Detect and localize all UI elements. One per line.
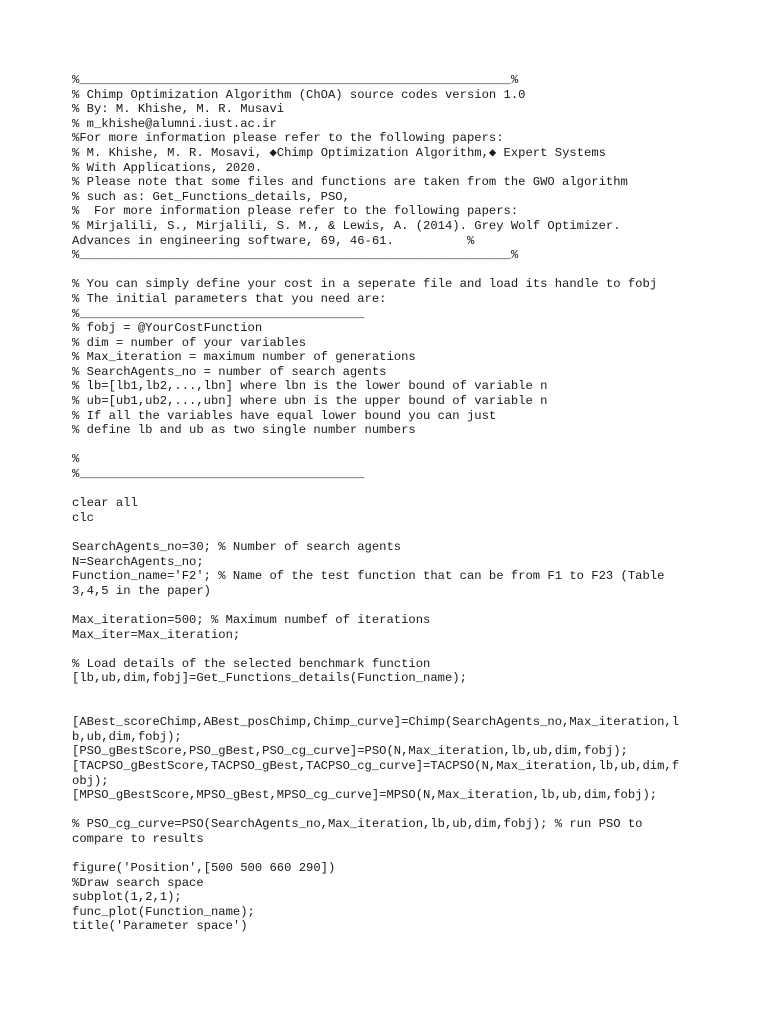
code-line: title('Parameter space'): [72, 919, 248, 934]
code-line: %_______________________________________: [72, 467, 365, 482]
code-line: [72, 846, 712, 861]
code-line: [MPSO_gBestScore,MPSO_gBest,MPSO_cg_curve]=MPSO(N,Max_iteration,lb,ub,dim,fobj);: [72, 788, 658, 803]
code-line: [72, 438, 712, 453]
code-line: % m_khishe@alumni.iust.ac.ir: [72, 116, 277, 131]
code-line: [72, 642, 712, 657]
code-line: obj);: [72, 773, 109, 788]
code-line: % SearchAgents_no = number of search agents: [72, 364, 387, 379]
code-line: clear all: [72, 496, 138, 511]
code-line: Function_name='F2'; % Name of the test function that can be from F1 to F23 (Table: [72, 569, 665, 584]
code-line: Max_iter=Max_iteration;: [72, 627, 241, 642]
code-line: Max_iteration=500; % Maximum numbef of iterations: [72, 612, 431, 627]
code-line: % such as: Get_Functions_details, PSO,: [72, 189, 350, 204]
code-line: [72, 701, 712, 716]
code-line: b,ub,dim,fobj);: [72, 729, 182, 744]
code-line: % PSO_cg_curve=PSO(SearchAgents_no,Max_iteration,lb,ub,dim,fobj); % run PSO to: [72, 817, 643, 832]
code-line: [72, 263, 712, 278]
code-line: figure('Position',[500 500 660 290]): [72, 861, 336, 876]
code-line: %___________________________________________________________%: [72, 73, 519, 87]
code-line: func_plot(Function_name);: [72, 904, 255, 919]
code-line: %For more information please refer to the following papers:: [72, 131, 504, 146]
code-line: %___________________________________________________________%: [72, 248, 519, 263]
code-line: [72, 686, 712, 701]
code-line: 3,4,5 in the paper): [72, 583, 211, 598]
code-line: clc: [72, 510, 94, 525]
code-line: % Chimp Optimization Algorithm (ChOA) source codes version 1.0: [72, 87, 526, 102]
code-line: %Draw search space: [72, 875, 204, 890]
code-line: [lb,ub,dim,fobj]=Get_Functions_details(Function_name);: [72, 671, 467, 686]
code-line: % With Applications, 2020.: [72, 160, 263, 175]
code-line: [TACPSO_gBestScore,TACPSO_gBest,TACPSO_cg_curve]=TACPSO(N,Max_iteration,lb,ub,dim,f: [72, 758, 680, 773]
code-line: [72, 525, 712, 540]
code-line: compare to results: [72, 831, 204, 846]
code-line: subplot(1,2,1);: [72, 890, 182, 905]
code-line: % If all the variables have equal lower bound you can just: [72, 408, 497, 423]
code-line: % lb=[lb1,lb2,...,lbn] where lbn is the lower bound of variable n: [72, 379, 548, 394]
code-line: [72, 482, 712, 497]
code-line: %_______________________________________: [72, 306, 365, 321]
code-line: SearchAgents_no=30; % Number of search agents: [72, 540, 402, 554]
code-line: % dim = number of your variables: [72, 335, 307, 350]
code-line: % The initial parameters that you need are:: [72, 291, 387, 306]
code-line: % By: M. Khishe, M. R. Musavi: [72, 102, 285, 117]
code-line: % Please note that some files and functions are taken from the GWO algorithm: [72, 175, 628, 190]
code-line: [72, 803, 712, 818]
code-line: [ABest_scoreChimp,ABest_posChimp,Chimp_curve]=Chimp(SearchAgents_no,Max_iteration,l: [72, 715, 680, 730]
code-line: N=SearchAgents_no;: [72, 554, 204, 569]
code-line: % ub=[ub1,ub2,...,ubn] where ubn is the upper bound of variable n: [72, 394, 548, 409]
code-line: % You can simply define your cost in a seperate file and load its handle to fobj: [72, 277, 658, 292]
code-line: % define lb and ub as two single number numbers: [72, 423, 416, 438]
code-document: [72, 73, 712, 934]
code-line: % For more information please refer to the following papers:: [72, 204, 519, 219]
code-line: %: [72, 452, 80, 467]
code-line: % Max_iteration = maximum number of generations: [72, 350, 416, 365]
code-line: % M. Khishe, M. R. Mosavi, ◆Chimp Optimization Algorithm,◆ Expert Systems: [72, 145, 606, 160]
code-line: [PSO_gBestScore,PSO_gBest,PSO_cg_curve]=PSO(N,Max_iteration,lb,ub,dim,fobj);: [72, 744, 628, 759]
code-line: [72, 598, 712, 613]
code-line: Advances in engineering software, 69, 46-61. %: [72, 233, 475, 248]
code-line: % Mirjalili, S., Mirjalili, S. M., & Lewis, A. (2014). Grey Wolf Optimizer.: [72, 218, 621, 233]
code-line: % Load details of the selected benchmark function: [72, 656, 431, 671]
code-line: % fobj = @YourCostFunction: [72, 321, 263, 336]
